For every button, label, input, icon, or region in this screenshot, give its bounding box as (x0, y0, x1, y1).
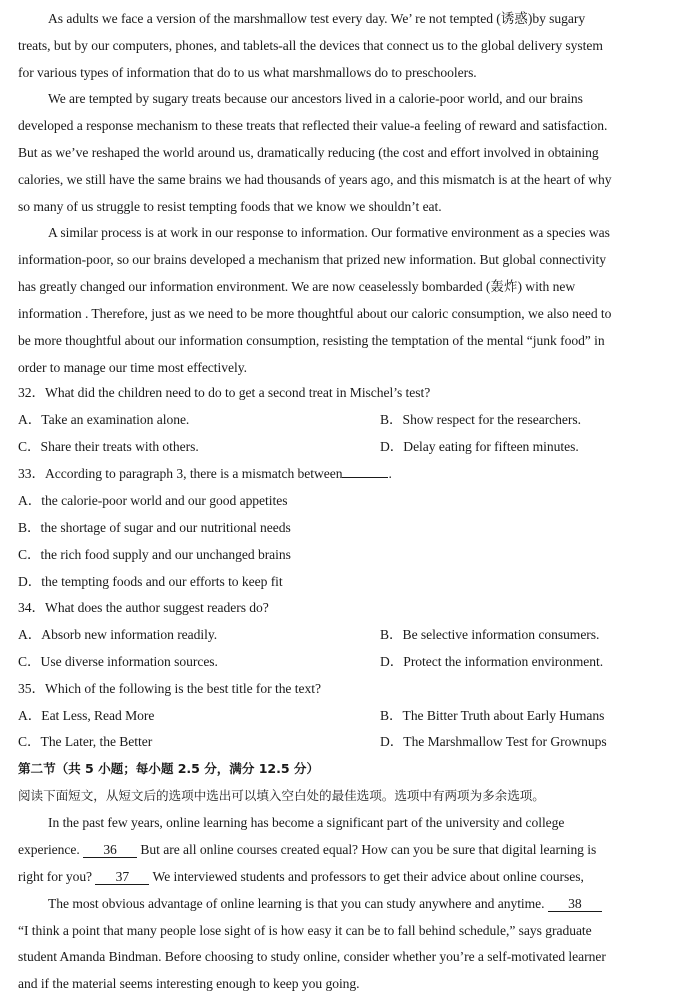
question-35-option-b[interactable]: B．The Bitter Truth about Early Humans (380, 708, 605, 723)
passage-p2-line1: We are tempted by sugary treats because our ancestors lived in a calorie-poor world, and our brains (48, 91, 583, 106)
cloze-p1-line1: In the past few years, online learning has become a significant part of the university and college (48, 815, 565, 830)
passage-p1-line2: treats, but by our computers, phones, and tablets-all the devices that connect us to the global delivery system (18, 38, 603, 53)
cloze-p2-line1 (48, 893, 682, 915)
cloze-p2-line2: “I think a point that many people lose sight of is how easy it can be to fall behind schedule,” says graduate (18, 923, 592, 938)
passage-p2-line3: But as we’ve reshaped the world around us, dramatically reducing (the cost and effort involved in obtaining (18, 145, 599, 160)
passage-p2-line5: so many of us struggle to resist tempting foods that we know we shouldn’t eat. (18, 199, 442, 214)
cloze-text: The most obvious advantage of online learning is that you can study anywhere and anytime. (48, 896, 548, 911)
question-33-stem-end: . (388, 466, 392, 481)
passage-p3-line6: order to manage our time most effectively. (18, 360, 247, 375)
blank-36[interactable]: 36 (83, 842, 137, 858)
question-32-stem: 32．What did the children need to do to get a second treat in Mischel’s test? (18, 385, 431, 400)
section-instruction: 阅读下面短文，从短文后的选项中选出可以填入空白处的最佳选项。选项中有两项为多余选项。 (18, 788, 545, 803)
question-32-option-a[interactable]: A．Take an examination alone. (18, 412, 190, 427)
question-34-option-c[interactable]: C．Use diverse information sources. (18, 654, 218, 669)
blank-37[interactable]: 37 (95, 869, 149, 885)
passage-p3-line5: be more thoughtful about our information consumption, resisting the temptation of the mental “junk food” in (18, 333, 605, 348)
passage-p2-line2: developed a response mechanism to these treats that reflected their value-a feeling of reward and satisfaction. (18, 118, 608, 133)
question-34-option-a[interactable]: A．Absorb new information readily. (18, 627, 218, 642)
passage-p1-line3: for various types of information that do to us what marshmallows do to preschoolers. (18, 65, 477, 80)
passage-p3-line2: information-poor, so our brains developed a mechanism that prized new information. But global connectivity (18, 252, 606, 267)
cloze-p1-line2 (18, 839, 682, 861)
question-34-option-b[interactable]: B．Be selective information consumers. (380, 627, 600, 642)
question-35-stem: 35．Which of the following is the best title for the text? (18, 681, 321, 696)
question-32-option-b[interactable]: B．Show respect for the researchers. (380, 412, 581, 427)
question-34-stem: 34．What does the author suggest readers do? (18, 600, 269, 615)
question-33-option-b[interactable]: B．the shortage of sugar and our nutritional needs (18, 520, 291, 535)
passage-p2-line4: calories, we still have the same brains we had thousands of years ago, and this mismatch is at the heart of why (18, 172, 612, 187)
section-heading: 第二节（共 5 小题；每小题 2.5 分，满分 12.5 分） (18, 761, 319, 776)
cloze-p2-line4: and if the material seems interesting enough to keep you going. (18, 976, 360, 991)
question-32-option-c[interactable]: C．Share their treats with others. (18, 439, 199, 454)
passage-p3-line4: information . Therefore, just as we need to be more thoughtful about our caloric consumption, we also need to (18, 306, 612, 321)
question-34-option-d[interactable]: D．Protect the information environment. (380, 654, 604, 669)
question-33-option-a[interactable]: A．the calorie-poor world and our good appetites (18, 493, 288, 508)
question-35-option-a[interactable]: A．Eat Less, Read More (18, 708, 155, 723)
answer-blank[interactable] (342, 464, 388, 478)
cloze-text: We interviewed students and professors to get their advice about online courses, (149, 869, 584, 884)
question-32-option-d[interactable]: D．Delay eating for fifteen minutes. (380, 439, 579, 454)
cloze-text: experience. (18, 842, 84, 857)
question-35-option-d[interactable]: D．The Marshmallow Test for Grownups (380, 734, 607, 749)
blank-38[interactable]: 38 (548, 896, 602, 912)
cloze-p2-line3: student Amanda Bindman. Before choosing to study online, consider whether you’re a self-motivated learner (18, 949, 606, 964)
question-33-option-c[interactable]: C．the rich food supply and our unchanged brains (18, 547, 291, 562)
passage-p1-line1: As adults we face a version of the marshmallow test every day. We’ re not tempted (诱惑)by sugary (48, 11, 586, 26)
cloze-text: But are all online courses created equal? How can you be sure that digital learning is (137, 842, 597, 857)
cloze-text: right for you? (18, 869, 96, 884)
passage-p3-line3: has greatly changed our information environment. We are now ceaselessly bombarded (轰炸) with new (18, 279, 576, 294)
question-35-option-c[interactable]: C．The Later, the Better (18, 734, 153, 749)
question-33-stem-row (18, 463, 682, 485)
passage-p3-line1: A similar process is at work in our response to information. Our formative environment as a species was (48, 225, 610, 240)
question-33-stem: 33．According to paragraph 3, there is a mismatch between (18, 466, 343, 481)
cloze-p1-line3 (18, 866, 682, 888)
question-33-option-d[interactable]: D．the tempting foods and our efforts to keep fit (18, 574, 283, 589)
